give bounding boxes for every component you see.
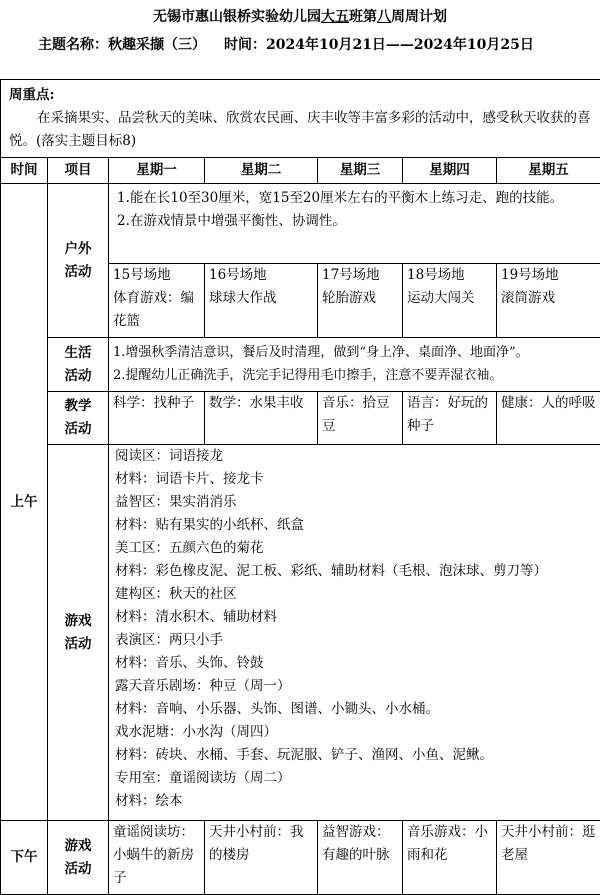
weekly-focus [1, 80, 600, 158]
afternoon-wednesday: 益智游戏：有趣的叶脉 [318, 821, 403, 895]
theme-name: 主题名称：秋趣采撷（三） [38, 37, 206, 53]
teaching-monday: 科学：找种子 [109, 392, 205, 445]
outdoor-wednesday: 17号场地 轮胎游戏 [318, 264, 403, 338]
life-line-1: 1.增强秋季清洁意识，餐后及时清理，做到“身上净、桌面净、地面净”。 [113, 341, 596, 364]
teaching-thursday: 语言：好玩的种子 [403, 392, 497, 445]
plan-title [0, 6, 600, 26]
games-line: 材料：音乐、头饰、铃鼓 [115, 652, 594, 675]
games-line: 材料：贴有果实的小纸杯、纸盒 [115, 514, 594, 537]
focus-text: 在采摘果实、品尝秋天的美味、欣赏农民画、庆丰收等丰富多彩的活动中，感受秋天收获的喜悦。(落实主题目标8) [9, 107, 592, 153]
games-line: 表演区：两只小手 [115, 629, 594, 652]
focus-label: 周重点: [9, 84, 592, 107]
afternoon-monday: 童谣阅读坊：小蜗牛的新房子 [109, 821, 205, 895]
games-line: 益智区：果实消消乐 [115, 491, 594, 514]
col-item: 项目 [48, 158, 109, 184]
teaching-wednesday: 音乐：拾豆豆 [318, 392, 403, 445]
outdoor-label: 户外 活动 [48, 184, 109, 338]
col-wednesday: 星期三 [318, 158, 403, 184]
period-morning: 上午 [1, 184, 48, 821]
games-line: 专用室：童谣阅读坊（周二） [115, 767, 594, 790]
title-mid: 班第 [349, 9, 377, 25]
teaching-tuesday: 数学：水果丰收 [205, 392, 318, 445]
life-label: 生活 活动 [48, 338, 109, 392]
games-line: 露天音乐剧场：种豆（周一） [115, 675, 594, 698]
games-line: 材料：砖块、水桶、手套、玩泥服、铲子、渔网、小鱼、泥鳅。 [115, 744, 594, 767]
date-range: 时间：2024年10月21日——2024年10月25日 [224, 37, 534, 53]
title-post: 周周计划 [391, 9, 447, 25]
afternoon-games-label: 游戏 活动 [48, 821, 109, 895]
life-activity [109, 338, 600, 392]
outdoor-tuesday: 16号场地 球球大作战 [205, 264, 318, 338]
period-afternoon: 下午 [1, 821, 48, 895]
col-time: 时间 [1, 158, 48, 184]
column-header-row [1, 158, 600, 184]
games-list [109, 445, 600, 821]
teaching-friday: 健康：人的呼吸 [497, 392, 600, 445]
games-line: 建构区：秋天的社区 [115, 583, 594, 606]
games-label: 游戏 活动 [48, 445, 109, 821]
afternoon-tuesday: 天井小村前：我的楼房 [205, 821, 318, 895]
col-tuesday: 星期二 [205, 158, 318, 184]
games-line: 材料：音响、小乐器、头饰、图谱、小锄头、小水桶。 [115, 698, 594, 721]
games-line: 阅读区：词语接龙 [115, 445, 594, 468]
title-class: 大五 [321, 9, 349, 25]
life-line-2: 2.提醒幼儿正确洗手，洗完手记得用毛巾擦手，注意不要弄湿衣袖。 [113, 364, 596, 387]
outdoor-goal-1: 1.能在长10至30厘米，宽15至20厘米左右的平衡木上练习走、跑的技能。 [117, 187, 592, 210]
afternoon-friday: 天井小村前：逛老屋 [497, 821, 600, 895]
games-line: 戏水泥塘：小水沟（周四） [115, 721, 594, 744]
outdoor-thursday: 18号场地 运动大闯关 [403, 264, 497, 338]
title-week: 八 [377, 9, 391, 25]
outdoor-friday: 19号场地 滚筒游戏 [497, 264, 600, 338]
games-line: 材料：词语卡片、接龙卡 [115, 468, 594, 491]
title-school: 无锡市惠山银桥实验幼儿园 [153, 9, 321, 25]
outdoor-goal-2: 2.在游戏情景中增强平衡性、协调性。 [117, 210, 592, 233]
col-friday: 星期五 [497, 158, 600, 184]
col-monday: 星期一 [109, 158, 205, 184]
outdoor-goals [109, 184, 600, 264]
teaching-row [1, 392, 600, 445]
col-thursday: 星期四 [403, 158, 497, 184]
weekly-plan-table [0, 79, 600, 895]
games-line: 材料：彩色橡皮泥、泥工板、彩纸、辅助材料（毛根、泡沫球、剪刀等） [115, 560, 594, 583]
afternoon-row [1, 821, 600, 895]
teaching-label: 教学 活动 [48, 392, 109, 445]
afternoon-thursday: 音乐游戏：小雨和花 [403, 821, 497, 895]
games-line: 材料：清水积木、辅助材料 [115, 606, 594, 629]
games-line: 美工区：五颜六色的菊花 [115, 537, 594, 560]
outdoor-monday: 15号场地 体育游戏：编花篮 [109, 264, 205, 338]
plan-subtitle [38, 32, 598, 58]
games-line: 材料：绘本 [115, 790, 594, 813]
